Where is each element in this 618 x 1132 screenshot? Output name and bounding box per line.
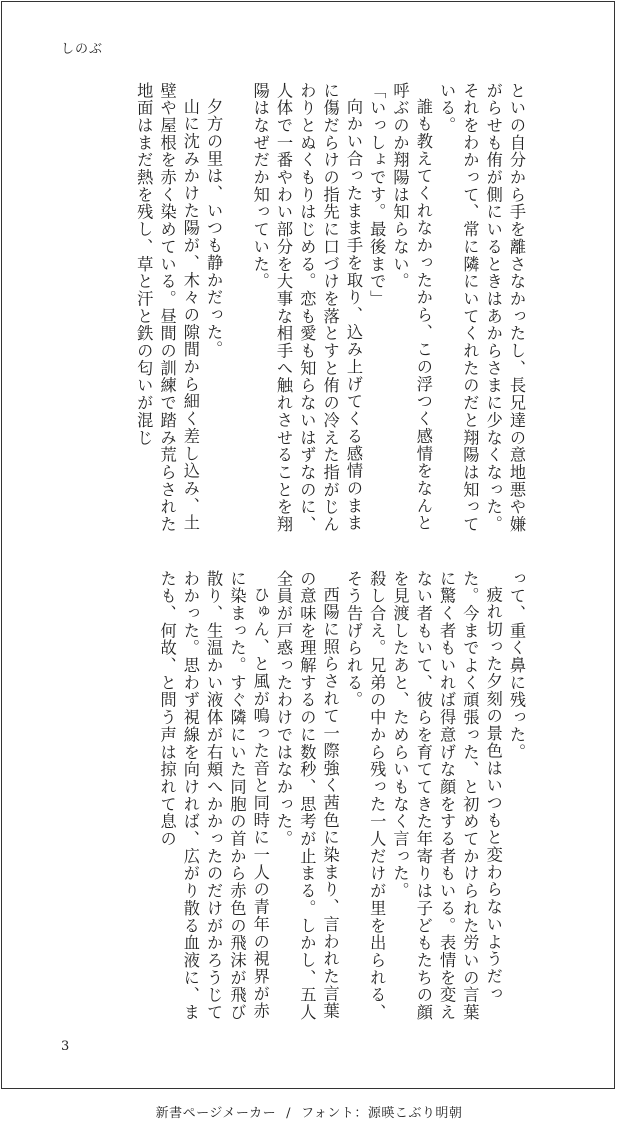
footer-separator: /	[286, 1106, 292, 1121]
paragraph: ひゅん、と風が鳴った音と同時に一人の青年の視界が赤に染まった。すぐ隣にいた同胞の首から赤色の飛沫が飛び散り、生温かい液体が右頬へかかったのだけがかろうじてわかった。思わず視線を向ければ、広がり散る血液に、またも、何故、と問う声は掠れて息の	[157, 570, 270, 1022]
paragraph: 向かい合ったまま手を取り、込み上げてくる感情のままに傷だらけの指先に口づけを落とすと侑の冷えた指がじんわりとぬくもりはじめる。恋も愛も知らないはずなのに、人体で一番やわい部分を大事な相手へ触れさせることを翔陽はなぜだか知っていた。	[250, 82, 363, 534]
paragraph: 山に沈みかけた陽が、木々の隙間から細く差し込み、土壁や屋根を赤く染めている。昼間の訓練で踏み荒らされた地面はまだ熱を残し、草と汗と鉄の匂いが混じ	[134, 82, 200, 534]
footer-font-credit: フォント：源暎こぶり明朝	[301, 1106, 463, 1121]
paragraph: 殺し合え。兄弟の中から残った一人だけが里を出られる、そう告げられる。	[343, 570, 387, 1022]
footer-app-name: 新書ページメーカー	[155, 1106, 277, 1121]
paragraph: 「いっしょです。最後まで」	[367, 82, 387, 308]
page-sheet	[1, 1, 615, 1089]
footer-credit	[0, 1102, 618, 1121]
blank-line	[225, 82, 248, 542]
paragraph: 誰も教えてくれなかったから、この浮つく感情をなんと呼ぶのか翔陽は知らない。	[390, 82, 433, 532]
paragraph: 疲れ切った夕刻の景色はいつもと変わらないようだった。今までよく頑張った、と初めてかけられた労いの言葉に驚く者もいれば得意げな顔をする者もいる。表情を変えない者もいて、彼らを育ててきた年寄りは子どもたちの顔を見渡したあと、ためらいもなく言った。	[390, 570, 503, 1022]
running-head-title: しのぶ	[61, 42, 104, 57]
paragraph: って、重く鼻に残った。	[507, 570, 526, 761]
paragraph: といの自分から手を離さなかったし、長兄達の意地悪や嫌がらせも侑が側にいるときはあからさまに少なくなった。それをわかって、常に隣にいてくれたのだと翔陽は知っている。	[437, 82, 526, 534]
paragraph: 夕方の里は、いつも静かだった。	[204, 98, 224, 359]
page-number: 3	[61, 1039, 70, 1054]
paragraph: 西陽に照らされて一際強く茜色に染まり、言われた言葉の意味を理解するのに数秒、思考が止まる。しかし、五人全員が戸惑ったわけではなかった。	[274, 570, 340, 1022]
text-tier-bottom	[86, 570, 528, 1030]
text-tier-top	[86, 82, 528, 542]
